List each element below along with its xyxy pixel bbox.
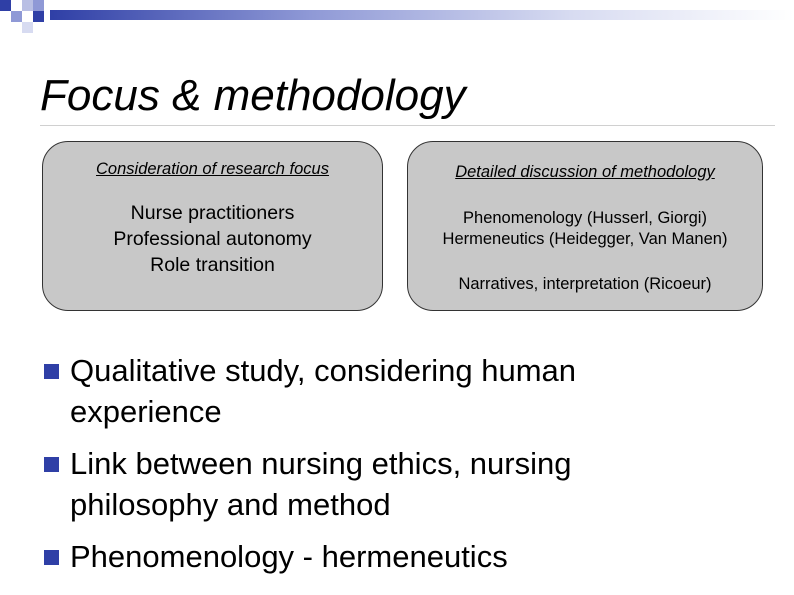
deco-square <box>22 22 33 33</box>
deco-square <box>0 0 11 11</box>
research-focus-line: Nurse practitioners <box>130 202 295 224</box>
bullet-text: experience <box>70 394 222 429</box>
square-bullet-icon <box>44 364 59 379</box>
deco-square <box>22 11 33 22</box>
deco-square <box>0 11 11 22</box>
bullet-text: philosophy and method <box>70 487 391 522</box>
deco-square <box>22 0 33 11</box>
deco-square <box>33 0 44 11</box>
research-focus-lines <box>43 200 382 278</box>
slide-title: Focus & methodology <box>40 71 466 120</box>
deco-square <box>33 11 44 22</box>
research-focus-box <box>42 141 383 311</box>
bullet-text: Qualitative study, considering human <box>70 353 577 388</box>
methodology-lines <box>408 208 762 250</box>
methodology-box <box>407 141 763 311</box>
methodology-heading: Detailed discussion of methodology <box>455 163 715 181</box>
bullet-item <box>44 443 764 525</box>
deco-square <box>11 11 22 22</box>
methodology-line: Narratives, interpretation (Ricoeur) <box>458 275 712 293</box>
research-focus-line: Role transition <box>150 254 275 276</box>
research-focus-heading: Consideration of research focus <box>96 160 329 178</box>
bullet-item <box>44 350 764 432</box>
square-bullet-icon <box>44 457 59 472</box>
bullet-text: Phenomenology - hermeneutics <box>70 539 508 574</box>
bullet-list <box>44 350 764 588</box>
deco-square <box>11 0 22 11</box>
square-bullet-icon <box>44 550 59 565</box>
bullet-item <box>44 536 764 577</box>
bullet-text: Link between nursing ethics, nursing <box>70 446 572 481</box>
title-divider <box>40 125 775 126</box>
methodology-line: Phenomenology (Husserl, Giorgi) <box>463 209 707 227</box>
methodology-line: Hermeneutics (Heidegger, Van Manen) <box>442 230 728 248</box>
top-gradient-bar <box>50 10 794 20</box>
research-focus-line: Professional autonomy <box>113 228 312 250</box>
